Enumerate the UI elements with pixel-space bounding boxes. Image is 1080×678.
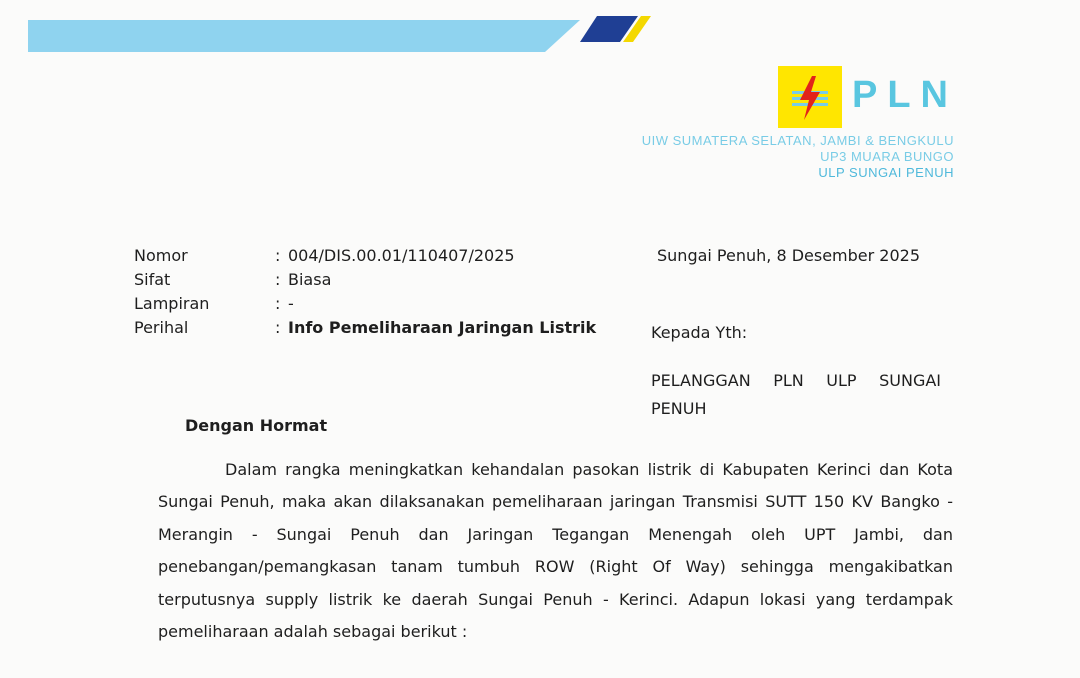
meta-key: Sifat [134, 270, 171, 289]
letter-date: Sungai Penuh, 8 Desember 2025 [657, 246, 921, 265]
meta-key: Lampiran [134, 294, 210, 313]
pln-logo [778, 66, 842, 128]
meta-colon: : [275, 318, 281, 337]
meta-value-lampiran: - [288, 294, 294, 313]
meta-value-sifat: Biasa [288, 270, 332, 289]
meta-colon: : [275, 270, 281, 289]
company-wordmark: PLN [852, 74, 958, 116]
body-paragraph: Dalam rangka meningkatkan kehandalan pasokan listrik di Kabupaten Kerinci dan Kota Sungai Penuh, maka akan dilaksanakan pemeliharaan jaringan Transmisi SUTT 150 KV Bangko - Merangin - Sungai Penuh dan Jaringan Tegangan Menengah oleh UPT Jambi, dan penebangan/pemangkasan tanam tumbuh ROW (Right Of Way) sehingga mengakibatkan terputusnya supply listrik ke daerah Sungai Penuh - Kerinci. Adapun lokasi yang terdampak pemeliharaan adalah sebagai berikut : [158, 460, 953, 642]
addressee-label: Kepada Yth: [651, 323, 748, 342]
meta-colon: : [275, 246, 281, 265]
unit-line-region: UIW SUMATERA SELATAN, JAMBI & BENGKULU [641, 133, 954, 148]
meta-value-perihal: Info Pemeliharaan Jaringan Listrik [288, 318, 597, 337]
meta-colon: : [275, 294, 281, 313]
lightning-icon [778, 66, 842, 128]
unit-line-up3: UP3 MUARA BUNGO [820, 149, 954, 164]
meta-value-nomor: 004/DIS.00.01/110407/2025 [288, 246, 515, 265]
recipient-name: PELANGGAN PLN ULP SUNGAI PENUH [651, 371, 941, 418]
salutation: Dengan Hormat [185, 416, 328, 435]
letterhead-band [0, 0, 1080, 80]
band-light-stripe [28, 20, 580, 52]
meta-key: Perihal [134, 318, 189, 337]
unit-line-ulp: ULP SUNGAI PENUH [818, 165, 954, 180]
letterhead-units [642, 133, 954, 181]
meta-key: Nomor [134, 246, 188, 265]
